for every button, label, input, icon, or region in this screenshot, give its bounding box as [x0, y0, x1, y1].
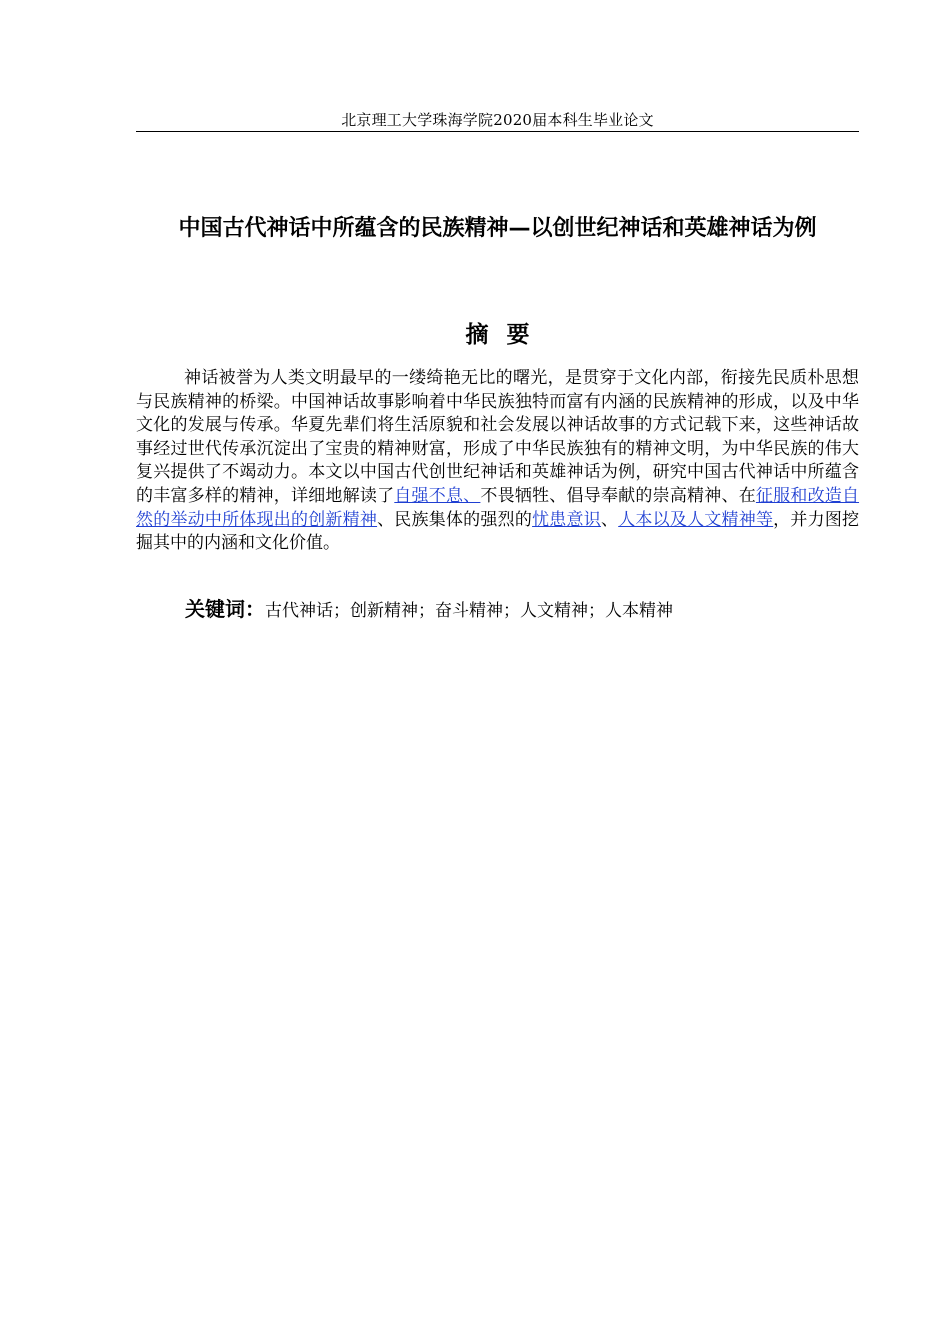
link-humanism[interactable]: 人本以及人文精神等 [618, 509, 774, 530]
link-sense-of-crisis[interactable]: 忧患意识 [532, 509, 601, 530]
running-header: 北京理工大学珠海学院2020届本科生毕业论文 [341, 111, 654, 129]
keywords-label: 关键词： [185, 597, 265, 621]
abstract-text-1: 神话被誉为人类文明最早的一缕绮艳无比的曙光，是贯穿于文化内部，衔接先民质朴思想与民族精神的桥梁。中国神话故事影响着中华民族独特而富有内涵的民族精神的形成，以及中华文化的发展与传承。华夏先辈们将生活原貌和社会发展以神话故事的方式记载下来，这些神话故事经过世代传承沉淀出了宝贵的精神财富，形成了中华民族独有的精神文明，为中华民族的伟大复兴提供了不竭动力。本文以中国古代创世纪神话和英雄神话为例，研究中国古代神话中所蕴含的丰富多样的精神，详细地解读了 [136, 368, 859, 506]
abstract-heading: 摘要 [465, 322, 548, 348]
thesis-title: 中国古代神话中所蕴含的民族精神—以创世纪神话和英雄神话为例 [178, 216, 817, 241]
abstract-text-5: ，并力图挖掘其中的内涵和文化价值。 [136, 509, 860, 554]
abstract-text-3: 、民族集体的强烈的 [377, 509, 533, 530]
link-self-improvement[interactable]: 自强不息、 [394, 485, 481, 506]
abstract-text-2: 不畏牺牲、倡导奉献的崇高精神、在 [480, 485, 756, 506]
keywords-list: 古代神话；创新精神；奋斗精神；人文精神；人本精神 [265, 601, 673, 621]
keywords-line [185, 594, 859, 626]
header-divider [136, 131, 859, 132]
link-innovation-spirit[interactable]: 征服和改造自然的举动中所体现出的创新精神 [136, 485, 860, 530]
abstract-paragraph [136, 367, 859, 556]
abstract-text-4: 、 [600, 509, 619, 530]
